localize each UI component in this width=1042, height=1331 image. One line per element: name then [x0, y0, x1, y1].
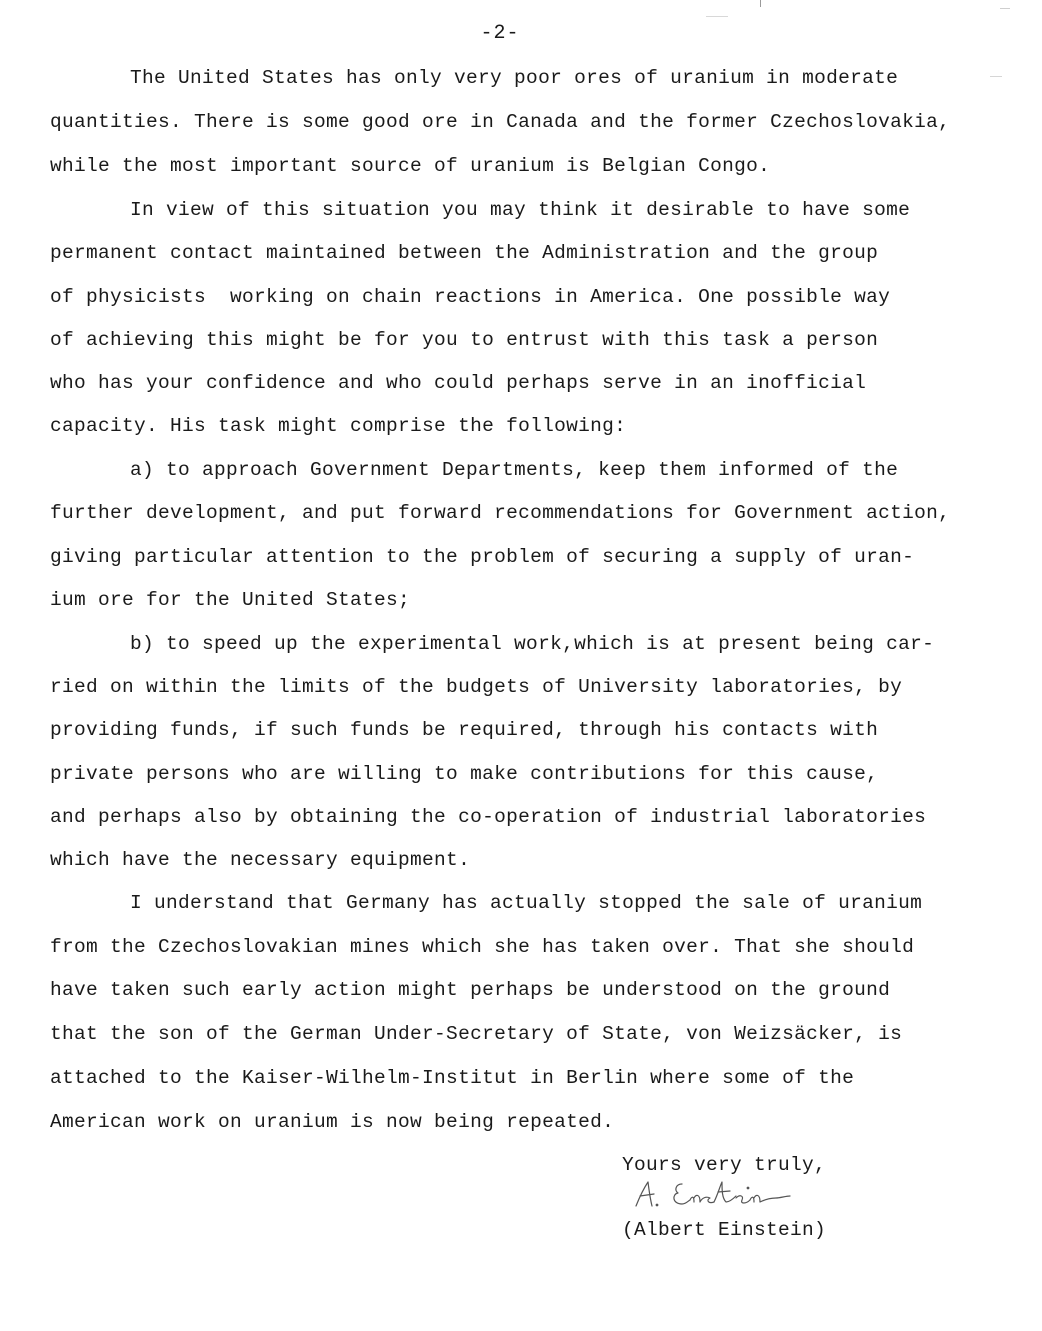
- paragraph-2-line-3: of physicists working on chain reactions in America. One possible way: [50, 286, 891, 308]
- paragraph-5-line-3: have taken such early action might perhaps be understood on the ground: [50, 979, 891, 1001]
- item-b-line-6: which have the necessary equipment.: [50, 849, 471, 871]
- paragraph-5-line-1: I understand that Germany has actually stopped the sale of uranium: [130, 892, 923, 914]
- closing-salutation: Yours very truly,: [622, 1154, 827, 1176]
- paragraph-2-line-1: In view of this situation you may think it desirable to have some: [130, 199, 911, 221]
- paragraph-2-line-4: of achieving this might be for you to entrust with this task a person: [50, 329, 879, 351]
- item-b-line-1: b) to speed up the experimental work,which is at present being car-: [130, 633, 935, 655]
- item-a-line-2: further development, and put forward recommendations for Government action,: [50, 502, 951, 524]
- item-b-line-5: and perhaps also by obtaining the co-operation of industrial laboratories: [50, 806, 927, 828]
- item-b-line-2: ried on within the limits of the budgets of University laboratories, by: [50, 676, 903, 698]
- scan-mark: [706, 16, 728, 17]
- paragraph-2-line-6: capacity. His task might comprise the following:: [50, 415, 627, 437]
- item-b-line-3: providing funds, if such funds be required, through his contacts with: [50, 719, 879, 741]
- scan-mark: [990, 76, 1002, 77]
- page-number: -2-: [480, 22, 520, 45]
- paragraph-2-line-5: who has your confidence and who could perhaps serve in an inofficial: [50, 372, 867, 394]
- item-a-line-1: a) to approach Government Departments, keep them informed of the: [130, 459, 899, 481]
- paragraph-5-line-2: from the Czechoslovakian mines which she has taken over. That she should: [50, 936, 915, 958]
- item-a-line-3: giving particular attention to the problem of securing a supply of uran-: [50, 546, 915, 568]
- paragraph-5-line-4: that the son of the German Under-Secretary of State, von Weizsäcker, is: [50, 1023, 903, 1045]
- handwritten-signature: [630, 1176, 810, 1216]
- paragraph-1-line-1: The United States has only very poor ores of uranium in moderate: [130, 67, 899, 89]
- scan-mark: [760, 0, 761, 7]
- typed-signature-name: (Albert Einstein): [622, 1219, 827, 1241]
- paragraph-1-line-3: while the most important source of uranium is Belgian Congo.: [50, 155, 771, 177]
- item-a-line-4: ium ore for the United States;: [50, 589, 411, 611]
- scan-mark: [1000, 8, 1010, 9]
- paragraph-5-line-5: attached to the Kaiser-Wilhelm-Institut in Berlin where some of the: [50, 1067, 855, 1089]
- paragraph-1-line-2: quantities. There is some good ore in Canada and the former Czechoslovakia,: [50, 111, 951, 133]
- paragraph-5-line-6: American work on uranium is now being repeated.: [50, 1111, 615, 1133]
- paragraph-2-line-2: permanent contact maintained between the Administration and the group: [50, 242, 879, 264]
- item-b-line-4: private persons who are willing to make contributions for this cause,: [50, 763, 879, 785]
